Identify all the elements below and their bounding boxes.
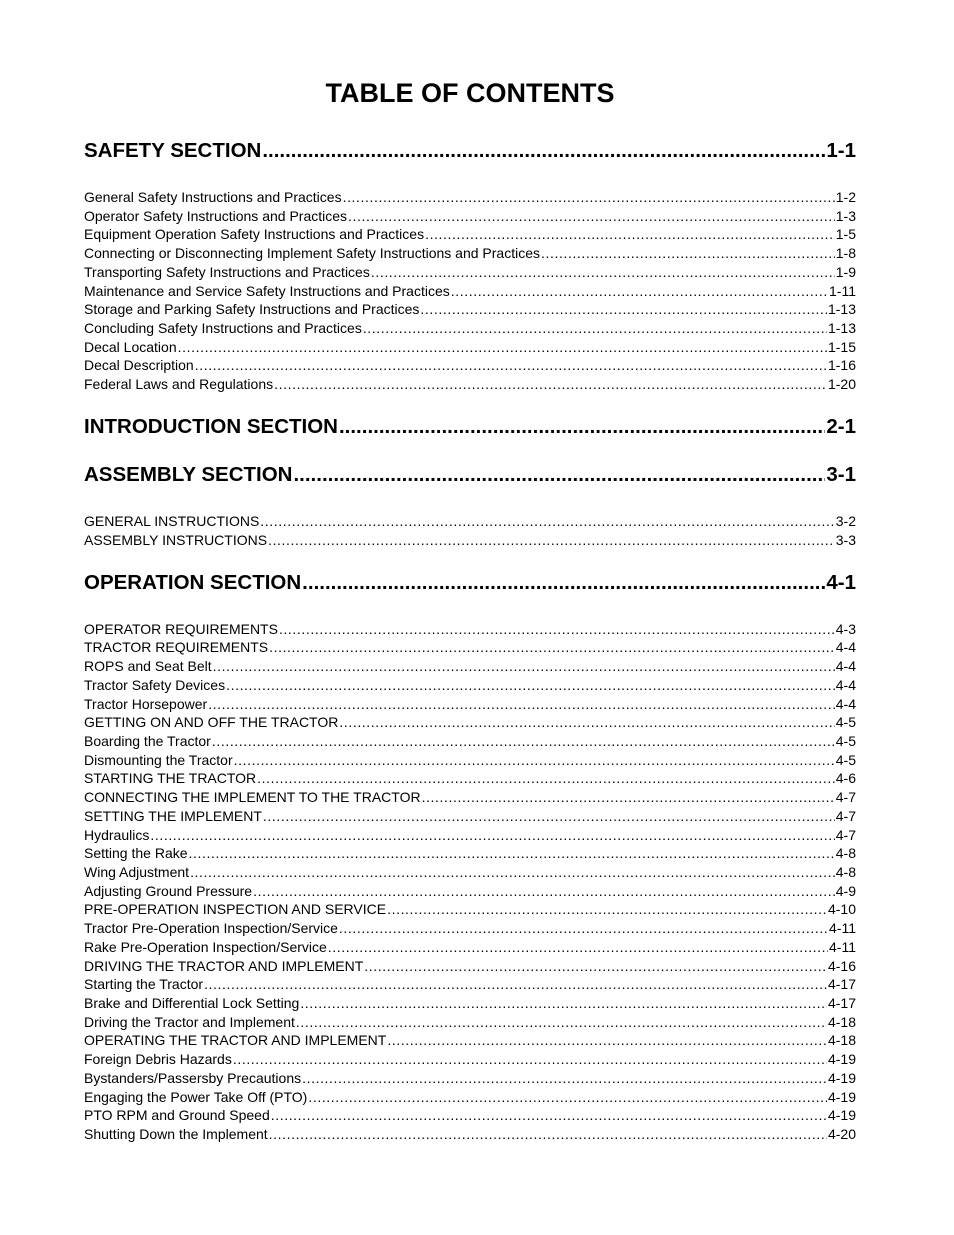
toc-entry[interactable] [84, 282, 856, 300]
entry-page: 3-3 [835, 532, 856, 548]
toc-entry[interactable] [84, 863, 856, 881]
dot-leader [371, 263, 835, 281]
dot-leader [274, 375, 827, 393]
entry-title: Transporting Safety Instructions and Practices [84, 264, 370, 280]
entry-page: 4-7 [835, 789, 856, 805]
entry-title: PRE-OPERATION INSPECTION AND SERVICE [84, 901, 387, 917]
dot-leader [253, 882, 835, 900]
toc-entry[interactable] [84, 225, 856, 243]
toc-entry[interactable] [84, 826, 856, 844]
toc-entry[interactable] [84, 732, 856, 750]
entry-title: SETTING THE IMPLEMENT [84, 808, 262, 824]
entry-title: Adjusting Ground Pressure [84, 883, 253, 899]
toc-entry[interactable] [84, 531, 856, 549]
entry-page: 4-18 [827, 1014, 856, 1030]
entry-title: PTO RPM and Ground Speed [84, 1107, 270, 1123]
entry-title: General Safety Instructions and Practices [84, 189, 342, 205]
toc-entry[interactable] [84, 751, 856, 769]
entry-title: Rake Pre-Operation Inspection/Service [84, 939, 327, 955]
entry-page: 4-19 [827, 1070, 856, 1086]
toc-entry[interactable] [84, 1069, 856, 1087]
entry-title: Storage and Parking Safety Instructions and Practices [84, 301, 420, 317]
entry-title: Decal Description [84, 357, 194, 373]
dot-leader [268, 531, 835, 549]
entry-title: Operator Safety Instructions and Practices [84, 208, 348, 224]
entry-title: Engaging the Power Take Off (PTO) [84, 1089, 308, 1105]
dot-leader [364, 957, 827, 975]
section-page: 3-1 [826, 463, 856, 486]
dot-leader [233, 1050, 827, 1068]
entry-page: 1-11 [829, 283, 856, 299]
toc-section-assembly[interactable] [84, 462, 856, 488]
entry-page: 4-11 [829, 920, 856, 936]
section-title: SAFETY SECTION [84, 139, 262, 162]
dot-leader [190, 863, 835, 881]
entry-page: 4-18 [827, 1032, 856, 1048]
toc-entry[interactable] [84, 1050, 856, 1068]
toc-entry[interactable] [84, 1088, 856, 1106]
toc-entry[interactable] [84, 263, 856, 281]
entry-title: OPERATOR REQUIREMENTS [84, 621, 278, 637]
toc-entry[interactable] [84, 244, 856, 262]
dot-leader [204, 975, 827, 993]
toc-entry[interactable] [84, 319, 856, 337]
section-page: 1-1 [826, 139, 856, 162]
entry-page: 4-19 [827, 1089, 856, 1105]
dot-leader [363, 319, 827, 337]
toc-entry[interactable] [84, 1031, 856, 1049]
entry-page: 1-16 [827, 357, 856, 373]
toc-entry[interactable] [84, 769, 856, 787]
entry-title: DRIVING THE TRACTOR AND IMPLEMENT [84, 958, 364, 974]
toc-section-operation[interactable] [84, 570, 856, 596]
entry-page: 4-16 [827, 958, 856, 974]
entry-page: 4-17 [827, 995, 856, 1011]
entry-page: 4-4 [835, 696, 856, 712]
dot-leader [271, 1106, 827, 1124]
entry-title: GETTING ON AND OFF THE TRACTOR [84, 714, 339, 730]
entry-title: Setting the Rake [84, 845, 188, 861]
dot-leader [296, 1013, 827, 1031]
dot-leader [387, 900, 827, 918]
entry-page: 1-13 [827, 301, 856, 317]
dot-leader [189, 844, 835, 862]
dot-leader [420, 300, 827, 318]
dot-leader [226, 676, 835, 694]
entry-page: 1-8 [835, 245, 856, 261]
toc-entry[interactable] [84, 695, 856, 713]
dot-leader [257, 769, 835, 787]
entry-title: ASSEMBLY INSTRUCTIONS [84, 532, 268, 548]
entry-page: 4-10 [827, 901, 856, 917]
entry-title: Decal Location [84, 339, 177, 355]
section-title: ASSEMBLY SECTION [84, 463, 293, 486]
dot-leader [339, 919, 828, 937]
toc-entry[interactable] [84, 788, 856, 806]
section-page: 4-1 [826, 571, 856, 594]
entry-page: 1-3 [835, 208, 856, 224]
toc-entry[interactable] [84, 207, 856, 225]
toc-entry[interactable] [84, 338, 856, 356]
entry-page: 4-3 [835, 621, 856, 637]
dot-leader [422, 788, 835, 806]
dot-leader [339, 414, 825, 440]
toc-entry[interactable] [84, 657, 856, 675]
entry-page: 4-11 [829, 939, 856, 955]
entry-page: 1-5 [835, 226, 856, 242]
entry-title: Dismounting the Tractor [84, 752, 233, 768]
dot-leader [541, 244, 835, 262]
entry-page: 4-4 [835, 677, 856, 693]
entry-page: 4-8 [835, 845, 856, 861]
page-title: TABLE OF CONTENTS [325, 78, 615, 108]
entry-page: 3-2 [835, 513, 856, 529]
entry-title: STARTING THE TRACTOR [84, 770, 257, 786]
dot-leader [262, 138, 825, 164]
toc-entry[interactable] [84, 375, 856, 393]
toc-entry[interactable] [84, 676, 856, 694]
toc-entry[interactable] [84, 975, 856, 993]
dot-leader [300, 994, 827, 1012]
dot-leader [212, 732, 835, 750]
entry-title: Starting the Tractor [84, 976, 204, 992]
entry-title: Hydraulics [84, 827, 150, 843]
dot-leader [387, 1031, 827, 1049]
entry-page: 4-5 [835, 714, 856, 730]
entry-title: Boarding the Tractor [84, 733, 211, 749]
entry-title: GENERAL INSTRUCTIONS [84, 513, 260, 529]
entry-title: Tractor Pre-Operation Inspection/Service [84, 920, 338, 936]
dot-leader [195, 356, 827, 374]
dot-leader [293, 462, 825, 488]
dot-leader [328, 938, 828, 956]
entry-title: Connecting or Disconnecting Implement Safety Instructions and Practices [84, 245, 541, 261]
toc-entry[interactable] [84, 957, 856, 975]
entry-page: 4-17 [827, 976, 856, 992]
dot-leader [425, 225, 835, 243]
entry-page: 4-4 [835, 639, 856, 655]
dot-leader [234, 751, 835, 769]
dot-leader [339, 713, 834, 731]
dot-leader [150, 826, 834, 844]
entry-title: ROPS and Seat Belt [84, 658, 212, 674]
entry-page: 1-13 [827, 320, 856, 336]
entry-title: Federal Laws and Regulations [84, 376, 274, 392]
entry-title: TRACTOR REQUIREMENTS [84, 639, 269, 655]
toc-entry[interactable] [84, 844, 856, 862]
dot-leader [269, 1125, 827, 1143]
entry-title: Shutting Down the Implement [84, 1126, 268, 1142]
entry-page: 4-20 [827, 1126, 856, 1142]
toc-entry[interactable] [84, 638, 856, 656]
entry-page: 4-19 [827, 1107, 856, 1123]
toc-entry[interactable] [84, 512, 856, 530]
entry-title: Concluding Safety Instructions and Practices [84, 320, 362, 336]
dot-leader [263, 807, 835, 825]
toc-entry[interactable] [84, 919, 856, 937]
toc-section-safety[interactable] [84, 138, 856, 164]
dot-leader [451, 282, 828, 300]
entry-page: 4-7 [835, 808, 856, 824]
entry-title: Tractor Safety Devices [84, 677, 226, 693]
entry-page: 1-9 [835, 264, 856, 280]
section-title: INTRODUCTION SECTION [84, 415, 338, 438]
toc-entry[interactable] [84, 882, 856, 900]
toc-entry[interactable] [84, 807, 856, 825]
toc-entry[interactable] [84, 300, 856, 318]
entry-page: 1-15 [827, 339, 856, 355]
entry-title: Foreign Debris Hazards [84, 1051, 232, 1067]
entry-title: Equipment Operation Safety Instructions and Practices [84, 226, 425, 242]
toc-entry[interactable] [84, 713, 856, 731]
dot-leader [208, 695, 835, 713]
toc-entry[interactable] [84, 900, 856, 918]
toc-entry[interactable] [84, 1013, 856, 1031]
dot-leader [269, 638, 835, 656]
entry-page: 1-20 [827, 376, 856, 392]
entry-page: 4-8 [835, 864, 856, 880]
entry-page: 4-19 [827, 1051, 856, 1067]
dot-leader [260, 512, 834, 530]
entry-page: 4-6 [835, 770, 856, 786]
entry-page: 4-5 [835, 733, 856, 749]
toc-entry[interactable] [84, 356, 856, 374]
entry-title: CONNECTING THE IMPLEMENT TO THE TRACTOR [84, 789, 421, 805]
toc-entry[interactable] [84, 1106, 856, 1124]
dot-leader [178, 338, 827, 356]
entry-title: Wing Adjustment [84, 864, 190, 880]
dot-leader [279, 620, 835, 638]
entry-page: 4-7 [835, 827, 856, 843]
entry-title: Brake and Differential Lock Setting [84, 995, 300, 1011]
dot-leader [213, 657, 835, 675]
toc-entry[interactable] [84, 188, 856, 206]
entry-page: 4-4 [835, 658, 856, 674]
entry-title: OPERATING THE TRACTOR AND IMPLEMENT [84, 1032, 387, 1048]
entry-page: 4-9 [835, 883, 856, 899]
dot-leader [348, 207, 835, 225]
dot-leader [302, 570, 825, 596]
entry-page: 1-2 [835, 189, 856, 205]
entry-page: 4-5 [835, 752, 856, 768]
dot-leader [308, 1088, 827, 1106]
toc-entry[interactable] [84, 620, 856, 638]
toc-entry[interactable] [84, 1125, 856, 1143]
dot-leader [343, 188, 835, 206]
entry-title: Maintenance and Service Safety Instructions and Practices [84, 283, 450, 299]
dot-leader [302, 1069, 827, 1087]
toc-entry[interactable] [84, 994, 856, 1012]
entry-title: Driving the Tractor and Implement [84, 1014, 295, 1030]
section-page: 2-1 [826, 415, 856, 438]
toc-section-introduction[interactable] [84, 414, 856, 440]
toc-entry[interactable] [84, 938, 856, 956]
section-title: OPERATION SECTION [84, 571, 302, 594]
entry-title: Tractor Horsepower [84, 696, 208, 712]
entry-title: Bystanders/Passersby Precautions [84, 1070, 302, 1086]
